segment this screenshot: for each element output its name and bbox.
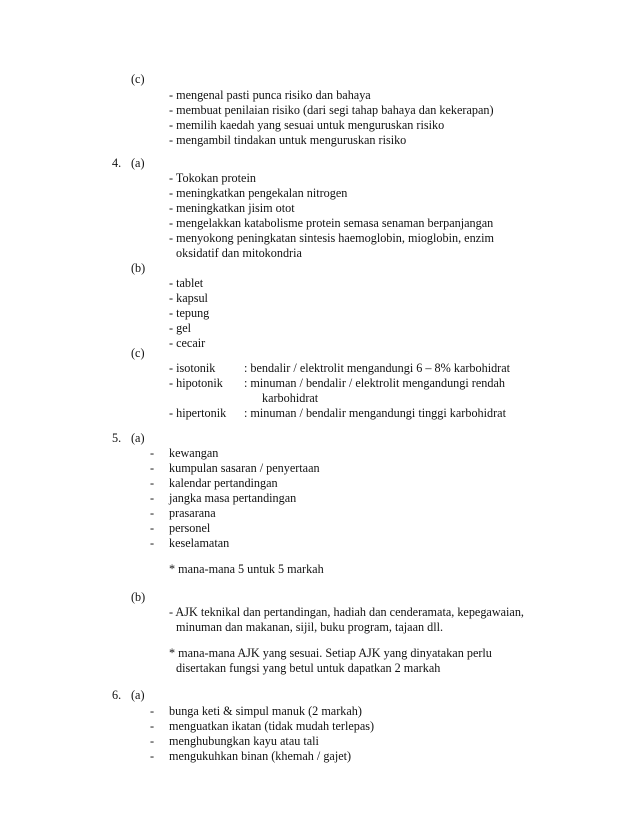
q5-a-item: personel [169,521,211,535]
q6-a-item: menghubungkan kayu atau tali [169,734,319,748]
q4-c-definition: : minuman / bendalir mengandungi tinggi karbohidrat [244,406,506,420]
q5-a-item: jangka masa pertandingan [169,491,297,505]
q4-a-item: - Tokokan protein [169,171,256,185]
q5-a-item: prasarana [169,506,216,520]
q4-c-definition-continuation: karbohidrat [262,391,319,405]
q4-a-item: - mengelakkan katabolisme protein semasa senaman berpanjangan [169,216,494,230]
q5-a-item: keselamatan [169,536,230,550]
bullet-dash: - [150,704,155,718]
bullet-dash: - [150,734,155,748]
q4-a-item: - meningkatkan jisim otot [169,201,295,215]
q4-c-definition: : minuman / bendalir / elektrolit mengandungi rendah [244,376,505,390]
bullet-dash: - [150,506,155,520]
q4-c-label: (c) [131,346,145,360]
q6-a-label: (a) [131,688,145,702]
q6-a-item: menguatkan ikatan (tidak mudah terlepas) [169,719,375,733]
bullet-dash: - [150,536,155,550]
q6-a-item: mengukuhkan binan (khemah / gajet) [169,749,352,763]
q4-c-term: - isotonik [169,361,216,375]
q5-a-label: (a) [131,431,145,445]
q5-b-note: * mana-mana AJK yang sesuai. Setiap AJK yang dinyatakan perlu [169,646,492,660]
q3-c-item: - memilih kaedah yang sesuai untuk menguruskan risiko [169,118,445,132]
q6-a-item: bunga keti & simpul manuk (2 markah) [169,704,362,718]
q4-c-definition: : bendalir / elektrolit mengandungi 6 – 8% karbohidrat [244,361,511,375]
q4-c-term: - hipotonik [169,376,223,390]
q3-c-item: - mengambil tindakan untuk menguruskan risiko [169,133,407,147]
q5-a-item: kewangan [169,446,219,460]
q5-a-note: * mana-mana 5 untuk 5 markah [169,562,324,576]
q4-number: 4. [112,156,122,170]
q4-b-item: - tepung [169,306,210,320]
q5-b-note-continuation: disertakan fungsi yang betul untuk dapatkan 2 markah [176,661,441,675]
q4-b-item: - tablet [169,276,204,290]
q3-c-item: - membuat penilaian risiko (dari segi tahap bahaya dan kekerapan) [169,103,494,117]
q5-b-line: - AJK teknikal dan pertandingan, hadiah dan cenderamata, kepegawaian, [169,605,524,619]
bullet-dash: - [150,491,155,505]
bullet-dash: - [150,476,155,490]
q6-number: 6. [112,688,122,702]
q4-b-label: (b) [131,261,146,275]
bullet-dash: - [150,521,155,535]
q4-b-item: - kapsul [169,291,208,305]
bullet-dash: - [150,461,155,475]
q5-a-item: kalendar pertandingan [169,476,278,490]
q5-b-line-continuation: minuman dan makanan, sijil, buku program, tajaan dll. [176,620,444,634]
q4-c-term: - hipertonik [169,406,227,420]
q4-a-item: - menyokong peningkatan sintesis haemoglobin, mioglobin, enzim [169,231,494,245]
q4-b-item: - cecair [169,336,206,350]
q4-a-item: - meningkatkan pengekalan nitrogen [169,186,348,200]
bullet-dash: - [150,446,155,460]
q4-a-label: (a) [131,156,145,170]
q3-c-label: (c) [131,72,145,86]
bullet-dash: - [150,749,155,763]
q4-b-item: - gel [169,321,191,335]
q5-number: 5. [112,431,122,445]
q4-a-item-continuation: oksidatif dan mitokondria [176,246,302,260]
q3-c-item: - mengenal pasti punca risiko dan bahaya [169,88,371,102]
q5-a-item: kumpulan sasaran / penyertaan [169,461,320,475]
q5-b-label: (b) [131,590,146,604]
bullet-dash: - [150,719,155,733]
